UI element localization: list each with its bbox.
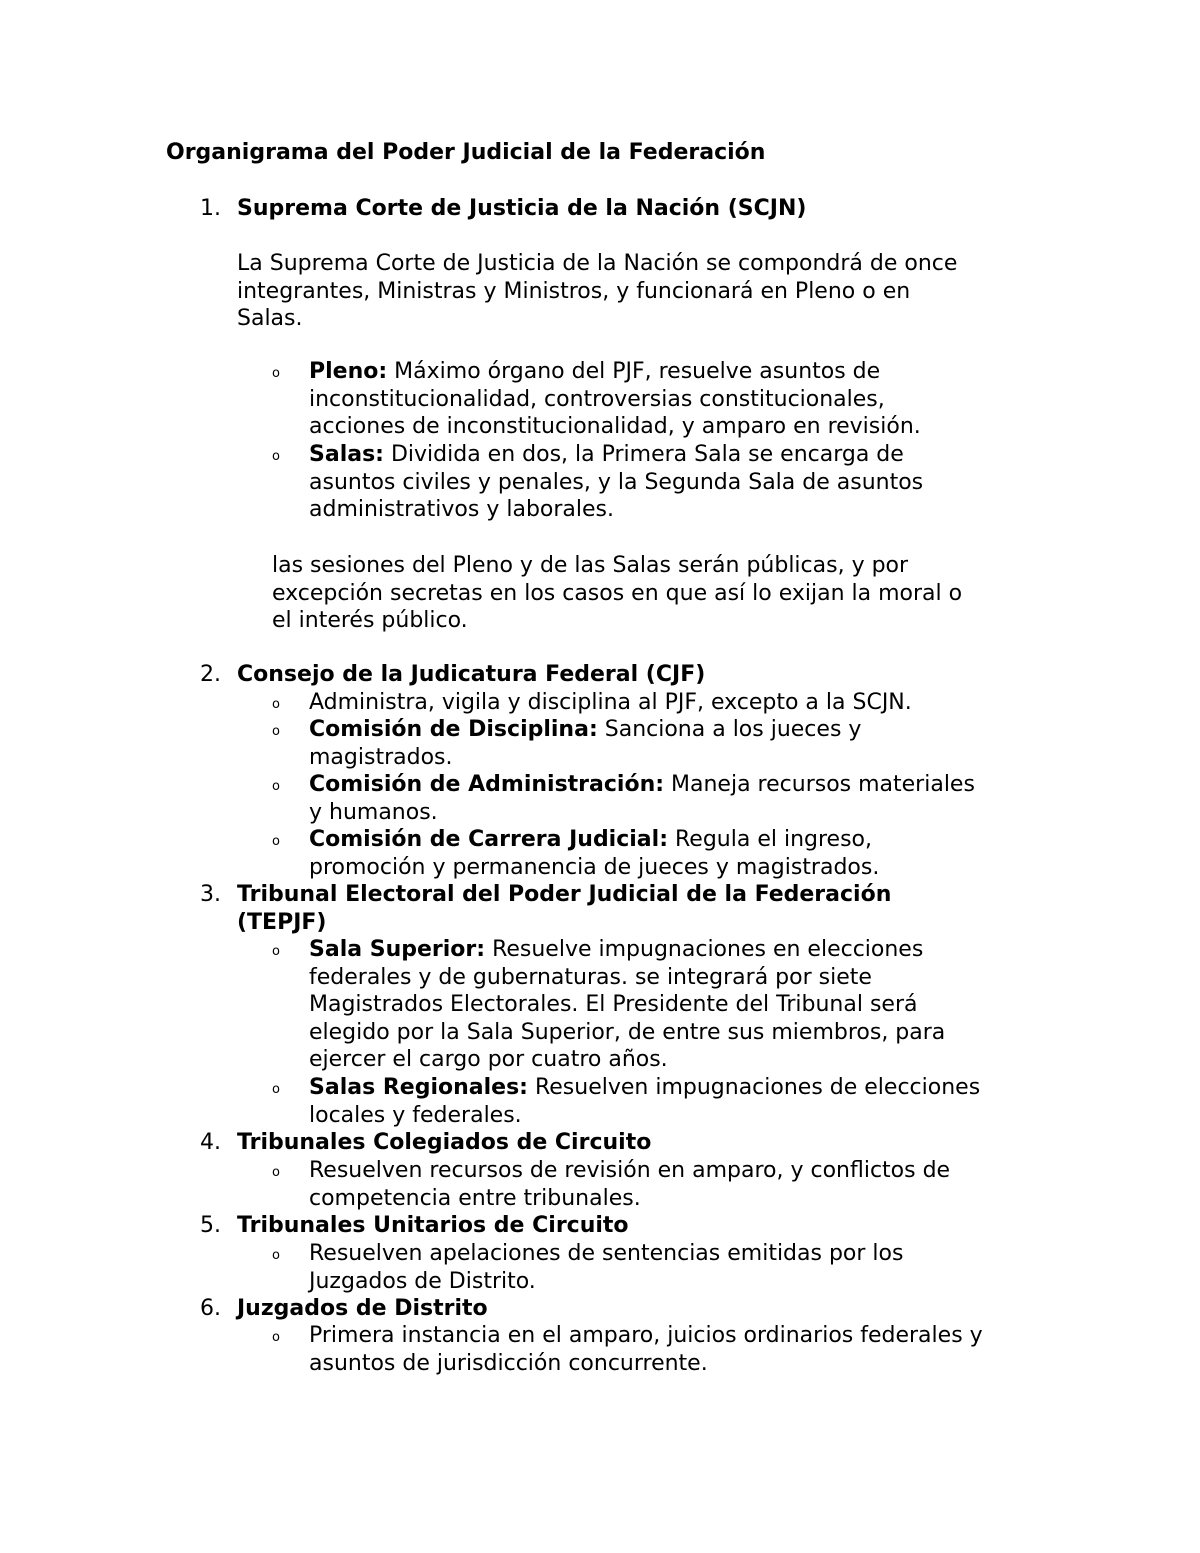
document-page: Organigrama del Poder Judicial de la Federación 1. Suprema Corte de Justicia de la Nación (SCJN) La Suprema Corte de Justicia de la Nación se compondrá de once integrantes, Ministras y Ministros, y funcionará en Pleno o en Salas. o Pleno: Máximo órgano del PJF, resuelve asuntos de inconstitucionalidad, controversias constitucionales, acciones de inconstitucionalidad, y amparo en revisión. o Salas: Dividida en dos, la Primera Sala se encarga de asuntos civiles y penales, y la Segunda Sala de asuntos administrativos y laborales. las sesiones del Pleno y de las Salas serán públicas, y por excepción secretas en los casos en que así lo exijan la moral o el interés público. 2. Consejo de la Judicatura Federal (CJF) o Administra, vigila y disciplina al PJF, excepto a la SCJN. o Comisión de Disciplina: Sanciona a los jueces y magistrados. o Comisión de Administración: Maneja recursos materiales y humanos. o Comisión de Carrera Judicial: Regula el ingreso, promoción y permanencia de jueces y magistrados. 3. Tribunal Electoral del Poder Judicial de la Federación (TEPJF) o Sala Superior: Resuelve impugnaciones en elecciones federales y de gubernaturas. se integrará por siete Magistrados Electorales. El Presidente del Tribunal será elegido por la Sala Superior, de entre sus miembros, para ejercer el cargo por cuatro años. o Salas Regionales: Resuelven impugnaciones de elecciones locales y federales. 4. Tribunales Colegiados de Circuito o Resuelven recursos de revisión en amparo, y conflictos de competencia entre tribunales. 5. Tribunales Unitarios de Circuito o Resuelven apelaciones de sentencias emitidas por los Juzgados de Distrito. 6. Juzgados de Distrito o Primera instancia en el amparo, juicios ordinarios federales y asuntos de jurisdicción concurrente.: [0, 0, 1200, 1553]
section-title: Juzgados de Distrito: [237, 1296, 488, 1321]
section-number: 3.: [200, 882, 221, 907]
section-title: Suprema Corte de Justicia de la Nación (SCJN): [237, 196, 807, 221]
section-number: 1.: [200, 196, 221, 221]
section-title: Tribunal Electoral del Poder Judicial de la Federación: [237, 882, 892, 907]
bullet-icon: o: [272, 724, 280, 739]
bullet-icon: o: [272, 944, 280, 959]
section-number: 2.: [200, 662, 221, 687]
bullet-icon: o: [272, 834, 280, 849]
item-label: Comisión de Disciplina:: [309, 717, 598, 742]
bullet-icon: o: [272, 366, 280, 381]
item-label: Salas Regionales:: [309, 1075, 528, 1100]
item-label: Salas:: [309, 442, 384, 467]
bullet-icon: o: [272, 1082, 280, 1097]
section-title-continued: (TEPJF): [237, 910, 327, 935]
item-label: Comisión de Administración:: [309, 772, 665, 797]
page-title: Organigrama del Poder Judicial de la Federación: [166, 140, 766, 165]
bullet-icon: o: [272, 449, 280, 464]
section-intro: La Suprema Corte de Justicia de la Nación se compondrá de once integrantes, Ministras y Ministros, y funcionará en Pleno o en Salas.: [237, 251, 958, 331]
bullet-icon: o: [272, 779, 280, 794]
bullet-icon: o: [272, 1330, 280, 1345]
section-closing: las sesiones del Pleno y de las Salas serán públicas, y por excepción secretas en los casos en que así lo exijan la moral o el interés público.: [272, 553, 963, 633]
bullet-icon: o: [272, 697, 280, 712]
section-title: Tribunales Unitarios de Circuito: [237, 1213, 629, 1238]
item-label: Sala Superior:: [309, 937, 486, 962]
section-number: 6.: [200, 1296, 221, 1321]
section-number: 5.: [200, 1213, 221, 1238]
section-title: Consejo de la Judicatura Federal (CJF): [237, 662, 706, 687]
bullet-icon: o: [272, 1248, 280, 1263]
bullet-icon: o: [272, 1165, 280, 1180]
section-title: Tribunales Colegiados de Circuito: [237, 1130, 652, 1155]
section-number: 4.: [200, 1130, 221, 1155]
item-label: Pleno:: [309, 359, 388, 384]
item-label: Comisión de Carrera Judicial:: [309, 827, 668, 852]
